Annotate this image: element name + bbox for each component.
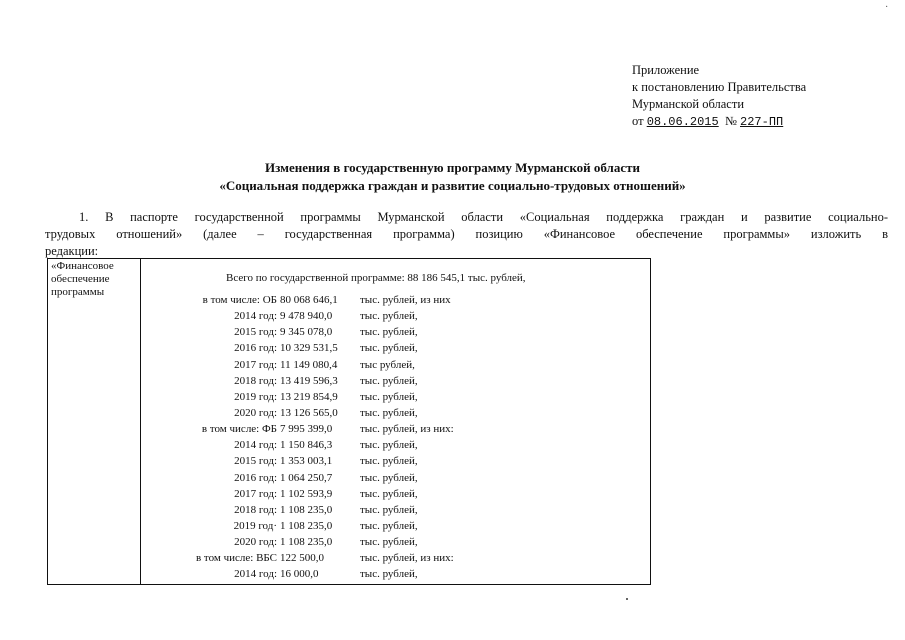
row-label: 2017 год:: [234, 358, 277, 371]
row-unit: тыс рублей,: [360, 358, 415, 371]
table-row: [48, 405, 650, 421]
row-value: 16 000,0: [280, 568, 319, 581]
row-value: 9 345 078,0: [280, 326, 333, 339]
table-row: [48, 421, 650, 437]
row-unit: тыс. рублей,: [360, 536, 418, 549]
table-row: [48, 453, 650, 469]
scan-artifact-mark: ·: [885, 2, 889, 13]
paragraph-line-1: 1. В паспорте государственной программы Мурманской области «Социальная поддержка граждан и развитие социально-: [79, 210, 888, 224]
scan-dot-mark: [626, 598, 628, 600]
table-row: [48, 534, 650, 550]
table-row: [48, 502, 650, 518]
row-label: 2020 год:: [234, 406, 277, 419]
row-label: 2016 год:: [234, 471, 277, 484]
row-label: 2018 год:: [234, 374, 277, 387]
paragraph-line-2: трудовых отношений» (далее – государственная программа) позицию «Финансовое обеспечение программы» изложить в: [45, 227, 888, 241]
row-value: 1 353 003,1: [280, 455, 333, 468]
table-row: [48, 437, 650, 453]
row-unit: тыс. рублей,: [360, 390, 418, 403]
row-unit: тыс. рублей,: [360, 439, 418, 452]
row-label: 2019 год·: [233, 519, 277, 532]
intro-paragraph: [45, 209, 888, 260]
row-label: в том числе: ОБ: [202, 294, 277, 306]
table-row: [48, 308, 650, 324]
row-unit: тыс. рублей, из них: [360, 294, 451, 306]
table-row: [48, 292, 650, 308]
row-value: 1 150 846,3: [280, 439, 333, 452]
document-title: [0, 159, 905, 195]
table-row: [48, 357, 650, 373]
row-label: 2020 год:: [234, 536, 277, 549]
row-label: 2019 год:: [234, 390, 277, 403]
row-value: 1 102 593,9: [280, 487, 333, 500]
appendix-date-line: [632, 113, 806, 131]
table-row: [48, 566, 650, 582]
row-value: 1 108 235,0: [280, 519, 333, 532]
row-label: 2014 год:: [234, 310, 277, 323]
row-unit: тыс. рублей,: [360, 455, 418, 468]
appendix-line-2: к постановлению Правительства: [632, 80, 807, 94]
table-row: [48, 340, 650, 356]
row-unit: тыс. рублей,: [360, 568, 418, 581]
row-value: 80 068 646,1: [280, 294, 338, 306]
row-value: 1 108 235,0: [280, 536, 333, 549]
financing-rows: [48, 292, 650, 583]
row-value: 7 995 399,0: [280, 423, 333, 436]
decree-date: 08.06.2015: [646, 115, 719, 129]
row-unit: тыс. рублей, из них:: [360, 552, 454, 565]
row-value: 13 419 596,3: [280, 374, 338, 387]
decree-number: 227-ПП: [740, 115, 784, 129]
total-line: Всего по государственной программе: 88 186 545,1 тыс. рублей,: [226, 272, 526, 284]
row-unit: тыс. рублей,: [360, 310, 418, 323]
row-unit: тыс. рублей,: [360, 519, 418, 532]
table-row: [48, 324, 650, 340]
table-row: [48, 486, 650, 502]
number-sign: №: [724, 114, 737, 128]
table-row: [48, 518, 650, 534]
table-row: [48, 389, 650, 405]
row-label: 2017 год:: [234, 487, 277, 500]
appendix-line-1: Приложение: [632, 63, 700, 77]
row-unit: тыс. рублей,: [360, 487, 418, 500]
row-unit: тыс. рублей,: [360, 471, 418, 484]
row-unit: тыс. рублей,: [360, 406, 418, 419]
row-value: 1 108 235,0: [280, 503, 333, 516]
table-row: [48, 550, 650, 566]
row-label: 2016 год:: [234, 342, 277, 355]
appendix-block: [632, 62, 806, 131]
row-value: 1 064 250,7: [280, 471, 333, 484]
row-label: в том числе: ВБС: [195, 552, 277, 565]
row-unit: тыс. рублей,: [360, 503, 418, 516]
table-row: [48, 373, 650, 389]
row-label: 2015 год:: [234, 326, 277, 339]
row-unit: тыс. рублей,: [360, 342, 418, 355]
row-label: 2018 год:: [234, 503, 277, 516]
paragraph-line-3: редакции:: [45, 244, 99, 258]
financing-label: «Финансовое обеспечение программы: [51, 260, 114, 298]
date-prefix: от: [632, 114, 644, 128]
row-label: 2014 год:: [234, 439, 277, 452]
row-value: 122 500,0: [280, 552, 324, 565]
row-value: 10 329 531,5: [280, 342, 338, 355]
appendix-line-3: Мурманской области: [632, 97, 745, 111]
row-value: 13 219 854,9: [280, 390, 338, 403]
table-row: [48, 470, 650, 486]
row-unit: тыс. рублей, из них:: [360, 423, 454, 436]
row-label: в том числе: ФБ: [201, 423, 277, 436]
row-value: 9 478 940,0: [280, 310, 333, 323]
row-value: 11 149 080,4: [280, 358, 338, 371]
row-unit: тыс. рублей,: [360, 326, 418, 339]
row-unit: тыс. рублей,: [360, 374, 418, 387]
row-value: 13 126 565,0: [280, 406, 338, 419]
row-label: 2015 год:: [234, 455, 277, 468]
title-line-2: «Социальная поддержка граждан и развитие социально-трудовых отношений»: [219, 178, 686, 193]
financing-table: [47, 258, 651, 585]
row-label: 2014 год:: [234, 568, 277, 581]
title-line-1: Изменения в государственную программу Мурманской области: [265, 160, 640, 175]
